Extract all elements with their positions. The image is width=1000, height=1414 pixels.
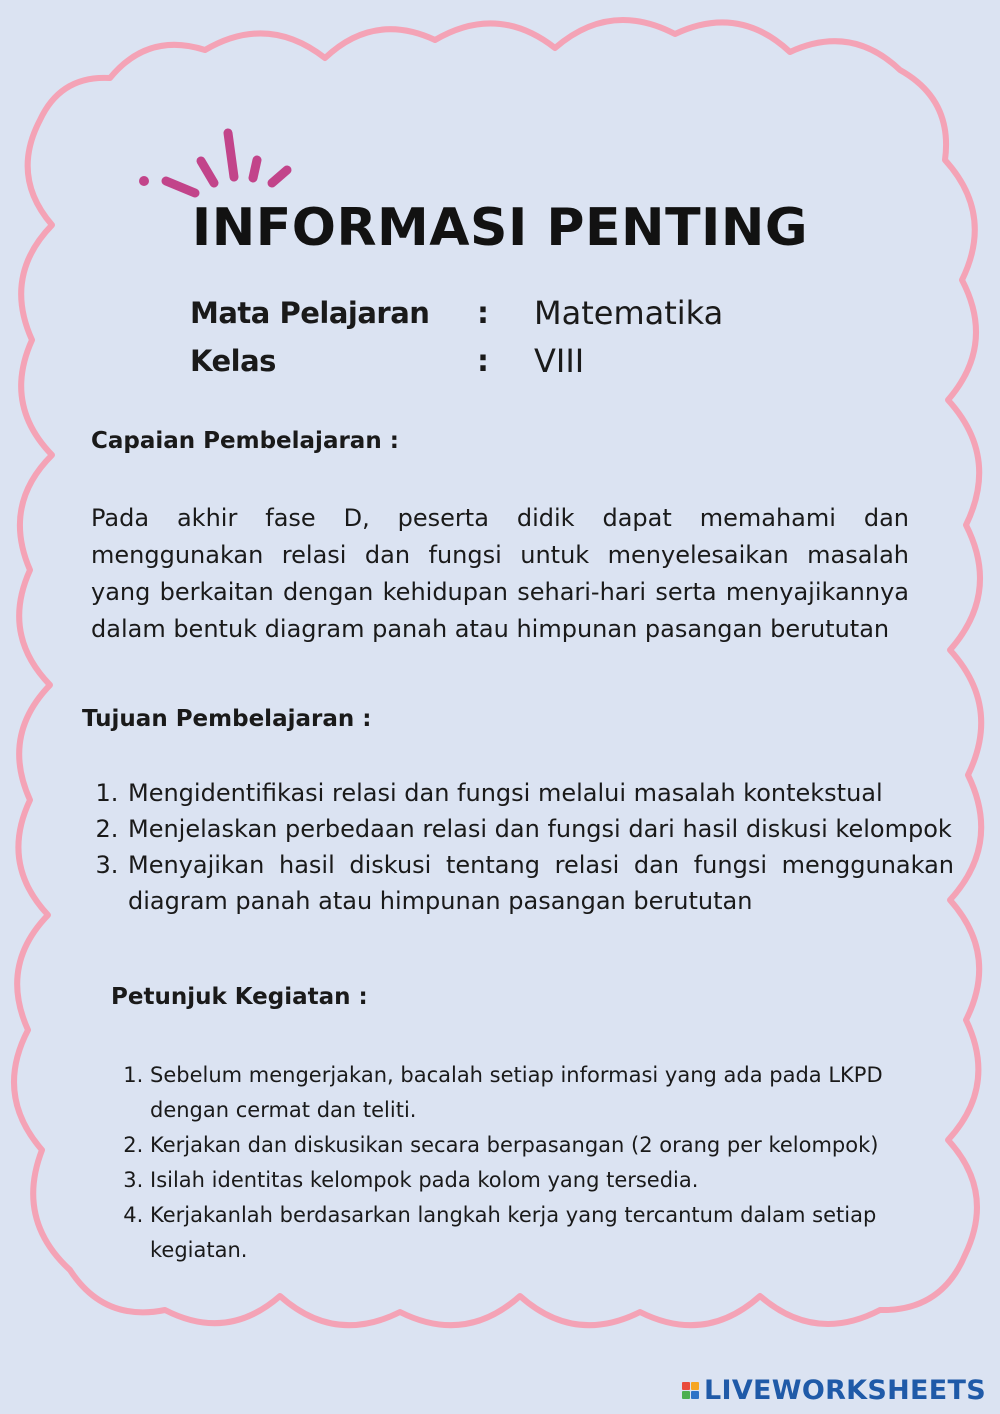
class-label: Kelas — [190, 344, 276, 378]
petunjuk-item-2: 2. Kerjakan dan diskusikan secara berpasangan (2 orang per kelompok) — [150, 1128, 945, 1163]
class-colon: : — [477, 344, 489, 379]
petunjuk-list — [112, 1058, 945, 1268]
tujuan-list — [90, 775, 954, 919]
page-title: INFORMASI PENTING — [191, 198, 809, 258]
brand-name: LIVEWORKSHEETS — [703, 1374, 986, 1406]
subject-value: Matematika — [534, 294, 724, 332]
petunjuk-item-3: 3. Isilah identitas kelompok pada kolom yang tersedia. — [150, 1163, 945, 1198]
liveworksheets-logo-icon — [682, 1382, 699, 1399]
capaian-heading: Capaian Pembelajaran : — [91, 428, 399, 454]
tujuan-item-1: 1. Mengidentifikasi relasi dan fungsi melalui masalah kontekstual — [126, 775, 954, 811]
liveworksheets-brand[interactable] — [682, 1370, 986, 1410]
petunjuk-item-4: 4. Kerjakanlah berdasarkan langkah kerja yang tercantum dalam setiap kegiatan. — [150, 1198, 945, 1268]
spark-decoration-icon — [135, 125, 295, 200]
petunjuk-heading: Petunjuk Kegiatan : — [111, 984, 368, 1010]
tujuan-heading: Tujuan Pembelajaran : — [82, 706, 372, 732]
capaian-text: Pada akhir fase D, peserta didik dapat memahami dan menggunakan relasi dan fungsi untuk menyelesaikan masalah yang berkaitan dengan kehidupan sehari-hari serta menyajikannya dalam bentuk diagram panah atau himpunan pasangan berututan — [91, 504, 909, 643]
tujuan-item-2: 2. Menjelaskan perbedaan relasi dan fungsi dari hasil diskusi kelompok — [126, 811, 954, 847]
subject-label: Mata Pelajaran — [190, 296, 430, 330]
subject-colon: : — [477, 296, 489, 331]
tujuan-item-3: 3. Menyajikan hasil diskusi tentang relasi dan fungsi menggunakan diagram panah atau himpunan pasangan berututan — [126, 847, 954, 919]
petunjuk-item-1: 1. Sebelum mengerjakan, bacalah setiap informasi yang ada pada LKPD dengan cermat dan teliti. — [150, 1058, 945, 1128]
class-value: VIII — [534, 342, 585, 380]
